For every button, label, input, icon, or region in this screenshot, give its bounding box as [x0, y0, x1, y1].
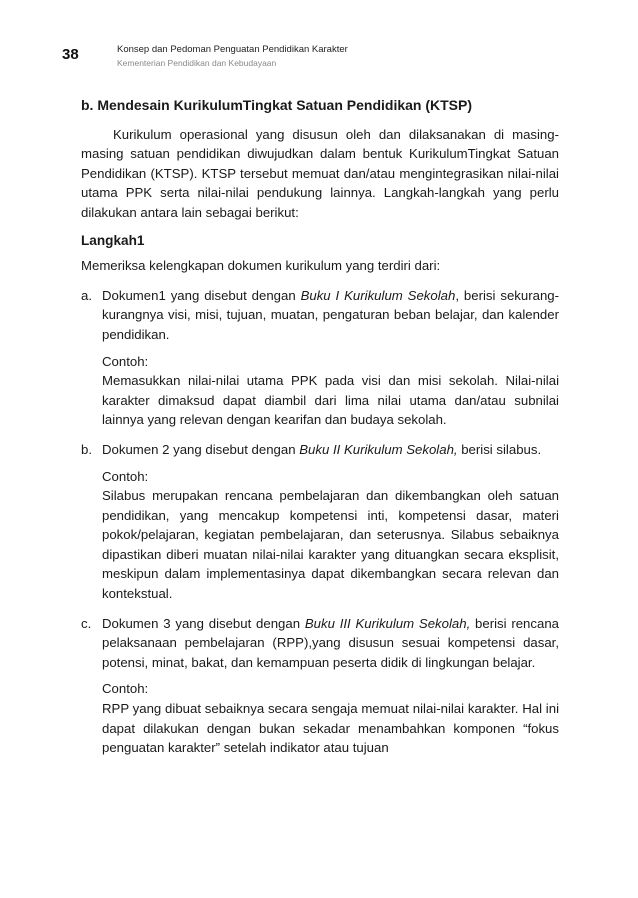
list-marker: a.	[81, 287, 92, 303]
section-title: b. Mendesain KurikulumTingkat Satuan Pendidikan (KTSP)	[81, 97, 473, 113]
example-label: Contoh:	[102, 468, 149, 484]
example-label: Contoh:	[102, 353, 149, 369]
list-item	[81, 440, 559, 604]
book-title: Buku III Kurikulum Sekolah,	[304, 615, 471, 631]
intro-paragraph: Kurikulum operasional yang disusun oleh dan dilaksanakan di masing-masing satuan pendidikan diwujudkan dalam bentuk KurikulumTingkat Satuan Pendidikan (KTSP). KTSP tersebut memuat dan/atau mengintegrasikan nilai-nilai utama PPK serta nilai-nilai pendukung lainnya. Langkah-langkah yang perlu dilakukan antara lain sebagai berikut:	[81, 126, 559, 220]
step-lead: Memeriksa kelengkapan dokumen kurikulum yang terdiri dari:	[81, 258, 441, 274]
example-text: RPP yang dibuat sebaiknya secara sengaja memuat nilai-nilai karakter. Hal ini dapat dilakukan dengan bukan sekadar menambahkan komponen “fokus penguatan karakter” setelah indikator atau tujuan	[102, 701, 559, 756]
item-text: Dokumen 2 yang disebut dengan Buku II Kurikulum Sekolah, berisi silabus.	[102, 441, 542, 457]
example-block	[102, 467, 559, 604]
step-title: Langkah1	[81, 232, 145, 248]
example-block	[102, 679, 559, 757]
page-number: 38	[62, 46, 79, 63]
list-marker: c.	[81, 615, 92, 631]
example-block	[102, 352, 559, 430]
book-title: Buku II Kurikulum Sekolah,	[299, 441, 458, 457]
page-body	[81, 96, 559, 758]
example-text: Memasukkan nilai-nilai utama PPK pada visi dan misi sekolah. Nilai-nilai karakter dimaksud dapat diambil dari lima nilai utama dan/atau subnilai lainnya yang relevan dengan kearifan dan budaya sekolah.	[102, 373, 559, 428]
example-label: Contoh:	[102, 681, 149, 697]
example-text: Silabus merupakan rencana pembelajaran dan dikembangkan oleh satuan pendidikan, yang mencakup kompetensi inti, kompetensi dasar, materi pokok/pelajaran, kegiatan pembelajaran, dan seterusnya. Silabus sebaiknya dipastikan diberi muatan nilai-nilai karakter yang dituangkan secara eksplisit, meskipun dalam implementasinya dapat dikembangkan secara relevan dan kontekstual.	[102, 488, 559, 602]
item-text: Dokumen1 yang disebut dengan Buku I Kurikulum Sekolah, berisi sekurang- kurangnya visi, misi, tujuan, muatan, pengaturan beban belajar, dan kalender pendidikan.	[102, 287, 559, 342]
header-title: Konsep dan Pedoman Penguatan Pendidikan Karakter	[117, 44, 348, 55]
list-item	[81, 614, 559, 758]
list-marker: b.	[81, 441, 92, 457]
list-item	[81, 286, 559, 430]
header-subtitle: Kementerian Pendidikan dan Kebudayaan	[117, 58, 277, 68]
book-title: Buku I Kurikulum Sekolah	[300, 287, 456, 303]
item-text: Dokumen 3 yang disebut dengan Buku III Kurikulum Sekolah, berisi rencana pelaksanaan pembelajaran (RPP),yang disusun sesuai kompetensi dasar, potensi, minat, bakat, dan kemampuan peserta didik di lingkungan belajar.	[102, 615, 559, 670]
